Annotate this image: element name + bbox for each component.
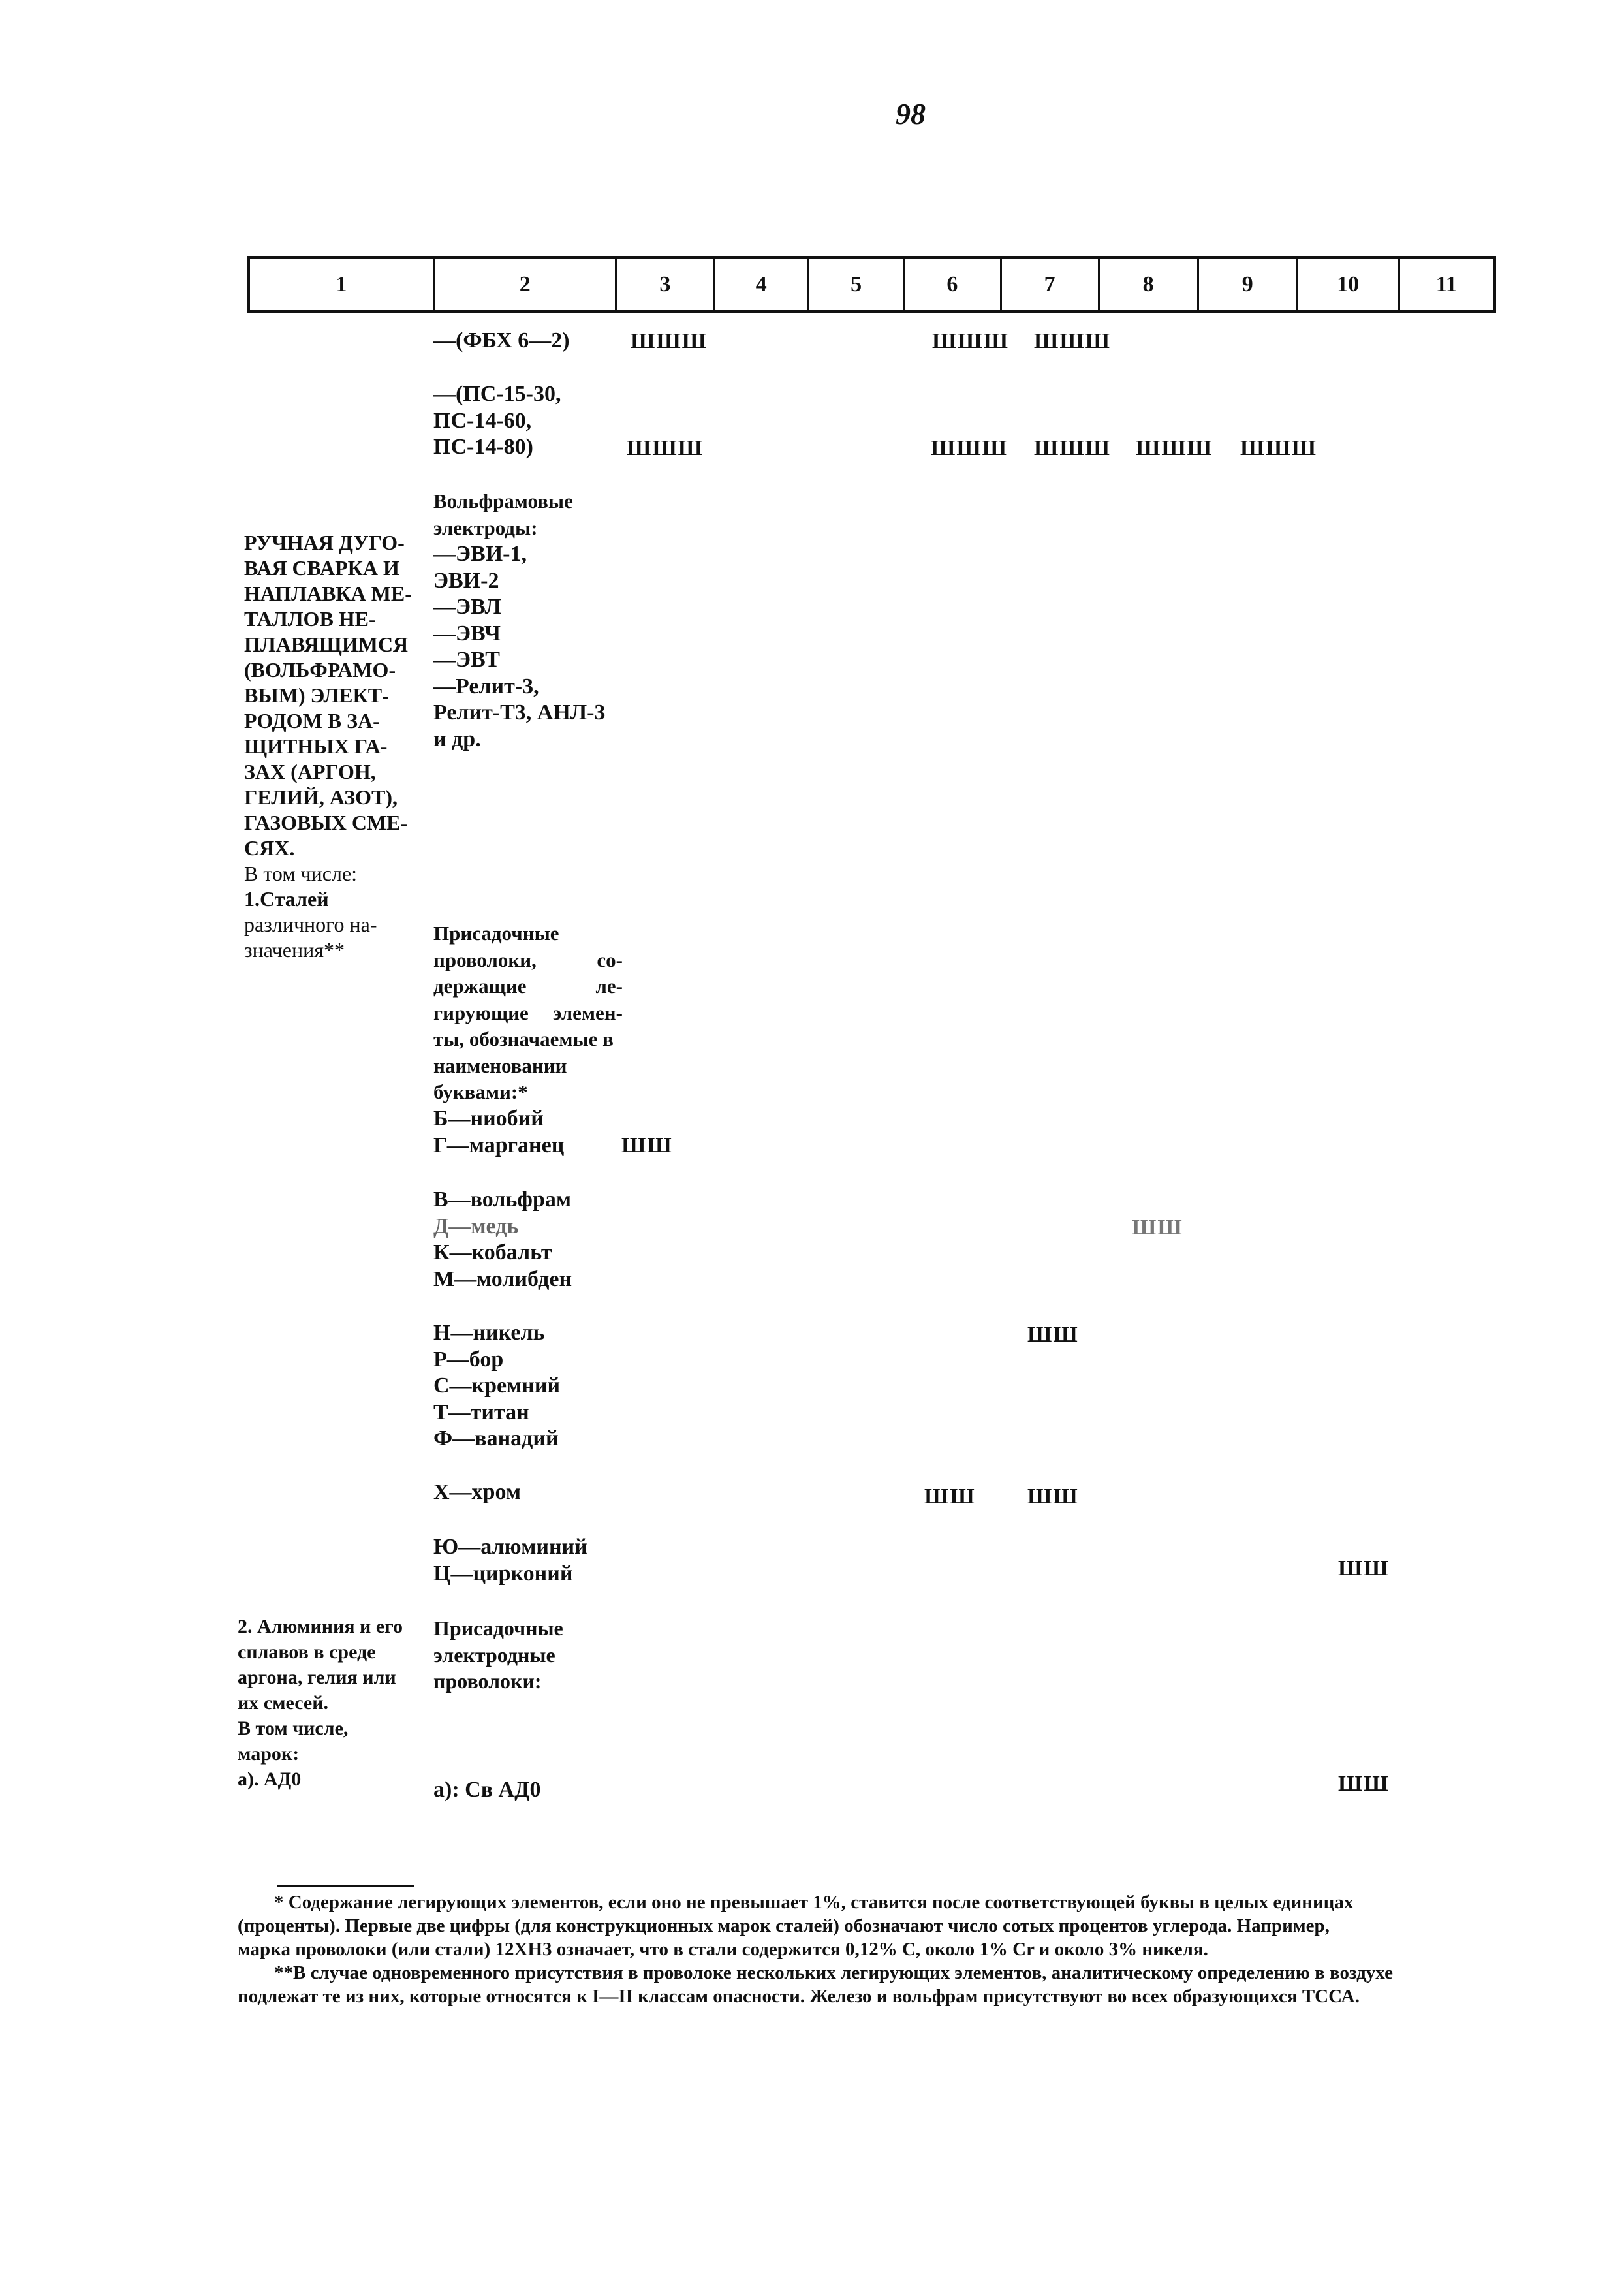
mark-col6-chromium: ШШ	[924, 1485, 976, 1509]
row-fbx: —(ФБХ 6—2)	[433, 328, 570, 353]
mark-col7-row1: ШШШ	[1034, 329, 1112, 353]
header-cell: 1	[250, 259, 435, 310]
header-cell: 10	[1298, 259, 1400, 310]
header-cell: 3	[617, 259, 715, 310]
mark-col10-ad0: ШШ	[1338, 1772, 1390, 1796]
table-header	[247, 256, 1496, 313]
process-title: РУЧНАЯ ДУГО- ВАЯ СВАРКА И НАПЛАВКА МЕ- ТАЛЛОВ НЕ- ПЛАВЯЩИМСЯ (ВОЛЬФРАМО- ВЫМ) ЭЛЕКТ- РОДОМ В ЗА- ЩИТНЫХ ГА- ЗАХ (АРГОН, ГЕЛИЙ, АЗОТ), ГАЗОВЫХ СМЕ- СЯХ. В том числе: 1.Сталей различного на- значения**	[244, 531, 412, 962]
header-cell: 4	[715, 259, 809, 310]
row-ps: —(ПС-15-30, ПС-14-60, ПС-14-80)	[433, 382, 561, 459]
mark-col7-chromium: ШШ	[1027, 1485, 1079, 1509]
element-group-4: Х—хром	[433, 1480, 521, 1504]
page-number: 98	[896, 97, 926, 131]
element-group-2: В—вольфрам Д—медь К—кобальт М—молибден	[433, 1187, 572, 1291]
footnotes: * Содержание легирующих элементов, если оно не превышает 1%, ставится после соответствующей буквы в целых единицах (проценты). Первые две цифры (для конструкционных марок сталей) обозначают число сотых процентов углерода. Например, марка проволоки (или стали) 12ХН3 означает, что в стали содержится 0,12% С, около 1% Cr и около 3% никеля. **В случае одновременного присутствия в проволоке нескольких легирующих элементов, аналитическому определению в воздухе подлежат те из них, которые относятся к I—II классам опасности. Железо и вольфрам присутствуют во всех образующихся ТССА.	[238, 1892, 1393, 2007]
mark-col8-copper: ШШ	[1132, 1216, 1183, 1240]
row-sv-ad0: а): Св АД0	[433, 1778, 541, 1802]
electrode-wire-heading: Присадочные электродные проволоки:	[433, 1616, 563, 1693]
header-cell: 2	[435, 259, 617, 310]
header-cell: 8	[1100, 259, 1199, 310]
element-group-1: Б—ниобий Г—марганец	[433, 1107, 565, 1157]
footnote-rule	[277, 1885, 414, 1887]
mark-col3-row1: ШШШ	[631, 329, 708, 353]
mark-col7-row2: ШШШ	[1034, 436, 1112, 460]
header-cell: 6	[905, 259, 1001, 310]
mark-col6-row2: ШШШ	[931, 436, 1008, 460]
filler-wire-heading: Присадочные проволоки, со- держащие ле- гирующие элемен- ты, обозначаемые в наименовании буквами:*	[433, 922, 623, 1103]
aluminium-section: 2. Алюминия и его сплавов в среде аргона, гелия или их смесей. В том числе, марок: а). АД0	[238, 1616, 403, 1790]
header-cell: 11	[1435, 272, 1457, 296]
mark-col8-row2: ШШШ	[1136, 436, 1213, 460]
mark-col3-manganese: ШШ	[621, 1133, 673, 1157]
mark-col10-zirconium: ШШ	[1338, 1556, 1390, 1580]
header-cell: 7	[1002, 259, 1100, 310]
header-cell: 5	[809, 259, 905, 310]
tungsten-electrodes: Вольфрамовые электроды: —ЭВИ-1, ЭВИ-2 —ЭВЛ —ЭВЧ —ЭВТ —Релит-3, Релит-Т3, АНЛ-3 и др.	[433, 490, 606, 751]
mark-col3-row2: ШШШ	[627, 436, 704, 460]
header-cell: 9	[1199, 259, 1298, 310]
element-group-5: Ю—алюминий Ц—цирконий	[433, 1535, 587, 1586]
element-group-3: Н—никель Р—бор С—кремний Т—титан Ф—ванадий	[433, 1321, 561, 1451]
mark-col7-nickel: ШШ	[1027, 1323, 1079, 1347]
mark-col9-row2: ШШШ	[1240, 436, 1318, 460]
mark-col6-row1: ШШШ	[932, 329, 1010, 353]
